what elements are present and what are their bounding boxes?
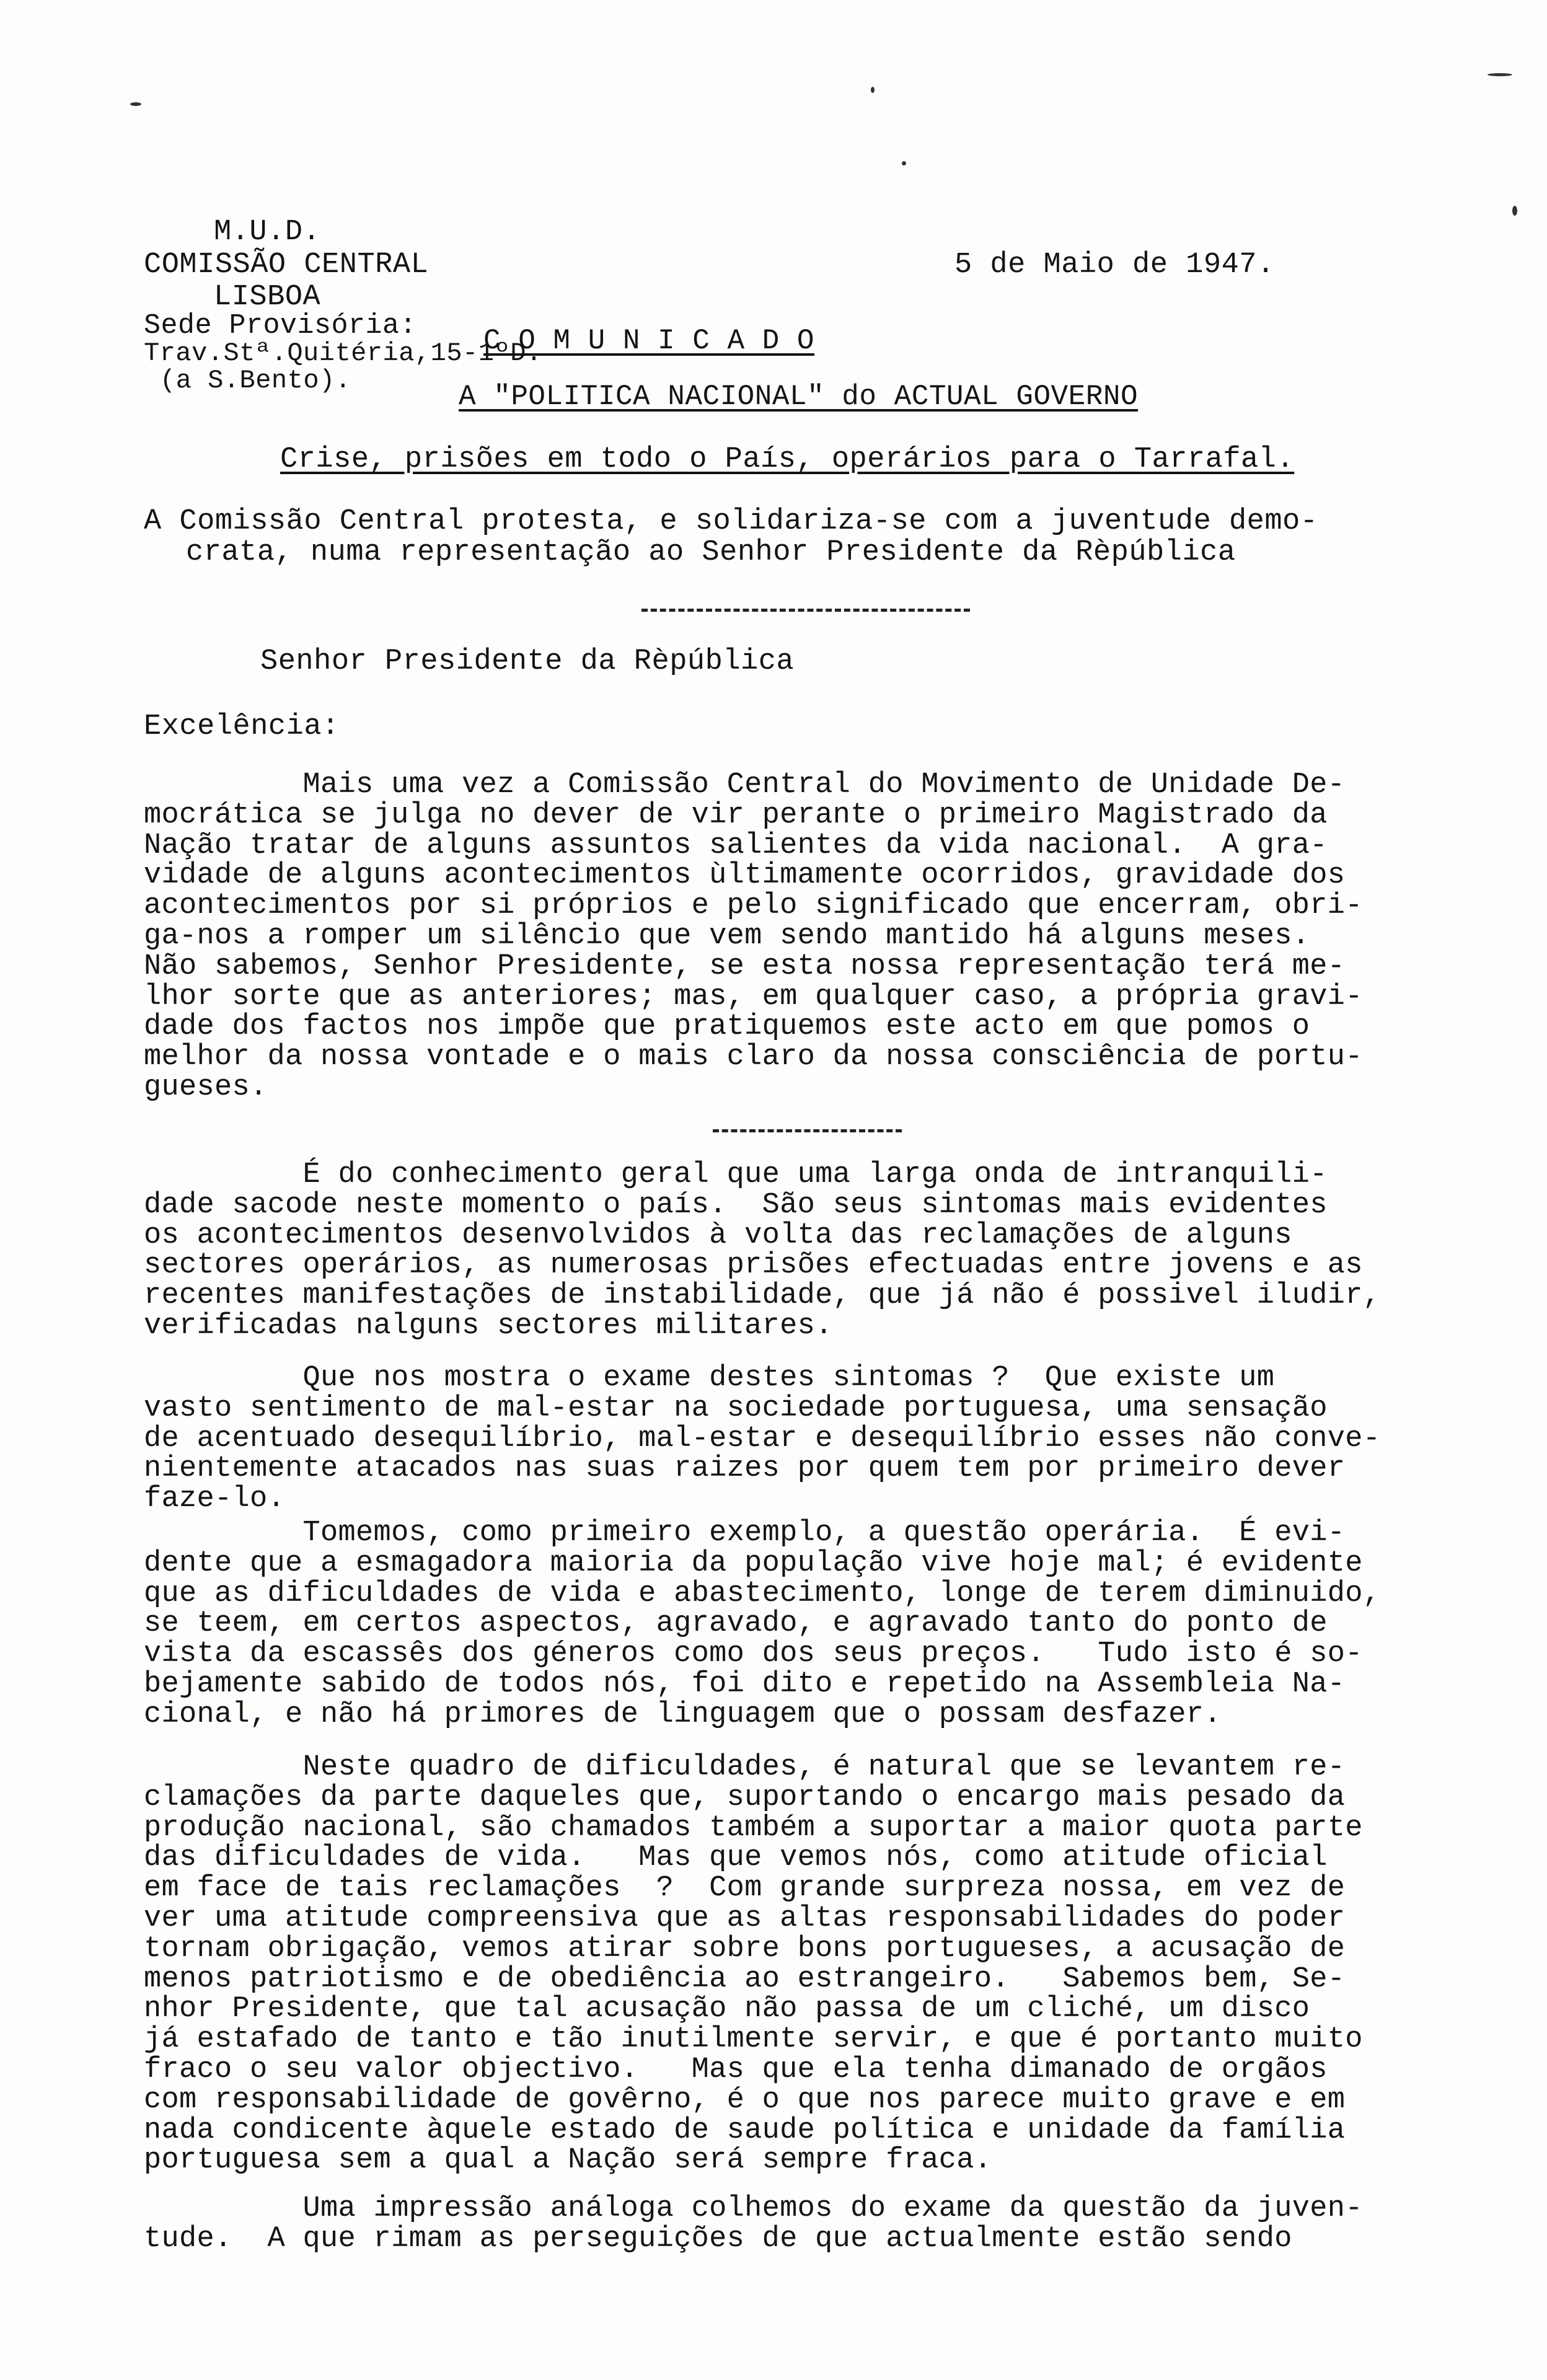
- text-line: vasto sentimento de mal-estar na sociedade portuguesa, uma sensação: [144, 1391, 1328, 1425]
- text-line: sectores operários, as numerosas prisões efectuadas entre jovens e as: [144, 1249, 1363, 1282]
- text-line: mocrática se julga no dever de vir perante o primeiro Magistrado da: [144, 798, 1328, 832]
- text-line: fraco o seu valor objectivo. Mas que ela tenha dimanado de orgãos: [144, 2053, 1328, 2086]
- salutation: Senhor Presidente da Rèpública: [260, 645, 795, 678]
- text-line: verificadas nalguns sectores militares.: [144, 1309, 833, 1342]
- text-line: nientemente atacados nas suas raizes por quem tem por primeiro dever: [144, 1452, 1346, 1486]
- summary-line-1: A Comissão Central protesta, e solidariza-se com a juventude demo-: [144, 505, 1318, 538]
- scan-speck: [902, 161, 906, 165]
- text-line: os acontecimentos desenvolvidos à volta das reclamações de alguns: [144, 1219, 1292, 1252]
- paragraph: [144, 1160, 1483, 1342]
- doc-type-heading: C O M U N I C A D O: [483, 325, 814, 357]
- text-line: Tomemos, como primeiro exemplo, a questão operária. É evi-: [144, 1517, 1346, 1549]
- text-line: Uma impressão análoga colhemos do exame da questão da juven-: [144, 2192, 1363, 2225]
- paragraph: [144, 1364, 1483, 1515]
- text-line: Não sabemos, Senhor Presidente, se esta nossa representação terá me-: [144, 950, 1346, 983]
- text-line: Que nos mostra o exame destes sintomas ? Que existe um: [144, 1362, 1275, 1395]
- text-line: ga-nos a romper um silêncio que vem sendo mantido há alguns meses.: [144, 919, 1310, 953]
- org-name: M.U.D.: [214, 216, 321, 249]
- summary-line-2: crata, numa representação ao Senhor Presidente da Rèpública: [186, 536, 1236, 569]
- text-line: clamações da parte daqueles que, suportando o encargo mais pesado da: [144, 1781, 1346, 1814]
- text-line: de acentuado desequilíbrio, mal-estar e desequilíbrio esses não conve-: [144, 1422, 1381, 1455]
- document-title: A "POLITICA NACIONAL" do ACTUAL GOVERNO: [459, 381, 1139, 413]
- seat-label: Sede Provisória:: [144, 310, 417, 342]
- text-line: já estafado de tanto e tão inutilmente servir, e que é portanto muito: [144, 2023, 1363, 2056]
- greeting: Excelência:: [144, 710, 340, 743]
- text-line: menos patriotismo e de obediência ao estrangeiro. Sabemos bem, Se-: [144, 1962, 1346, 1996]
- text-line: portuguesa sem a qual a Nação será sempre fraca.: [144, 2144, 992, 2177]
- city-name: LISBOA: [214, 281, 321, 314]
- text-line: tornam obrigação, vemos atirar sobre bons portugueses, a acusação de: [144, 1932, 1346, 1965]
- text-line: faze-lo.: [144, 1483, 286, 1516]
- text-line: Mais uma vez a Comissão Central do Movimento de Unidade De-: [144, 769, 1346, 801]
- paragraph: [144, 1753, 1483, 2176]
- text-line: nada condicente àquele estado de saude política e unidade da família: [144, 2113, 1346, 2147]
- text-line: vista da escassês dos géneros como dos seus preços. Tudo isto é so-: [144, 1637, 1363, 1671]
- seat-address: Trav.Stª.Quitéria,15-1ºD.: [144, 338, 542, 368]
- text-line: gueses.: [144, 1070, 268, 1104]
- section-divider: [641, 609, 970, 612]
- text-line: que as dificuldades de vida e abastecimento, longe de terem diminuido,: [144, 1577, 1381, 1610]
- text-line: Nação tratar de alguns assuntos salientes da vida nacional. A gra-: [144, 829, 1328, 862]
- document-subtitle: Crise, prisões em todo o País, operários para o Tarrafal.: [280, 443, 1295, 476]
- text-line: melhor da nossa vontade e o mais claro da nossa consciência de portu-: [144, 1041, 1363, 1074]
- document-date: 5 de Maio de 1947.: [954, 249, 1275, 281]
- scan-speck: [1512, 206, 1517, 216]
- text-line: das dificuldades de vida. Mas que vemos nós, como atitude oficial: [144, 1841, 1328, 1875]
- text-line: cional, e não há primores de linguagem que o possam desfazer.: [144, 1698, 1222, 1731]
- text-line: acontecimentos por si próprios e pelo significado que encerram, obri-: [144, 889, 1363, 923]
- text-line: em face de tais reclamações ? Com grande surpreza nossa, em vez de: [144, 1872, 1346, 1905]
- text-line: dade sacode neste momento o país. São seus sintomas mais evidentes: [144, 1188, 1328, 1222]
- text-line: ver uma atitude compreensiva que as altas responsabilidades do poder: [144, 1902, 1346, 1935]
- text-line: produção nacional, são chamados também a suportar a maior quota parte: [144, 1811, 1363, 1844]
- text-line: tude. A que rimam as perseguições de que actualmente estão sendo: [144, 2222, 1292, 2255]
- text-line: com responsabilidade de govêrno, é o que nos parece muito grave e em: [144, 2083, 1346, 2117]
- seat-area: (a S.Bento).: [160, 366, 351, 395]
- text-line: vidade de alguns acontecimentos ùltimamente ocorridos, gravidade dos: [144, 859, 1346, 892]
- text-line: bejamente sabido de todos nós, foi dito e repetido na Assembleia Na-: [144, 1667, 1346, 1701]
- committee-name: COMISSÃO CENTRAL: [144, 249, 429, 281]
- text-line: dente que a esmagadora maioria da população vive hoje mal; é evidente: [144, 1546, 1363, 1580]
- text-line: se teem, em certos aspectos, agravado, e agravado tanto do ponto de: [144, 1607, 1328, 1641]
- scan-speck: [130, 102, 141, 106]
- paragraph: [144, 770, 1483, 1103]
- text-line: dade dos factos nos impõe que pratiquemos este acto em que pomos o: [144, 1010, 1310, 1044]
- scan-speck: [1488, 73, 1512, 76]
- text-line: Neste quadro de dificuldades, é natural que se levantem re-: [144, 1751, 1346, 1784]
- text-line: nhor Presidente, que tal acusação não passa de um cliché, um disco: [144, 1993, 1310, 2026]
- text-line: É do conhecimento geral que uma larga onda de intranquili-: [144, 1158, 1328, 1191]
- paragraph: [144, 1518, 1483, 1730]
- scan-speck: [871, 87, 875, 93]
- paragraph: [144, 2194, 1483, 2255]
- section-divider: [713, 1129, 902, 1132]
- text-line: lhor sorte que as anteriores; mas, em qualquer caso, a própria gravi-: [144, 980, 1363, 1013]
- text-line: recentes manifestações de instabilidade, que já não é possivel iludir,: [144, 1279, 1381, 1313]
